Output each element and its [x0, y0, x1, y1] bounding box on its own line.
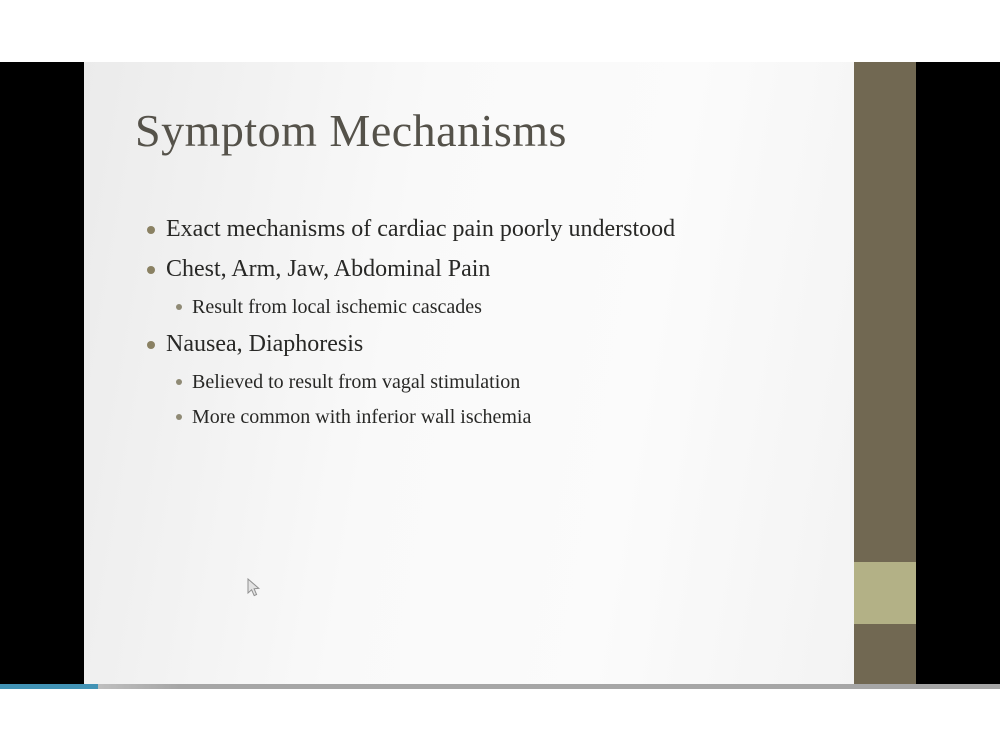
bullet-item — [147, 254, 827, 285]
video-frame — [0, 62, 1000, 684]
slide-title: Symptom Mechanisms — [135, 105, 567, 156]
bullet-text: Result from local ischemic cascades — [192, 296, 482, 318]
bullet-dot-icon — [147, 341, 155, 349]
bullet-item — [147, 214, 827, 245]
bullet-dot-icon — [147, 226, 155, 234]
bullet-item — [147, 329, 827, 360]
bullet-list — [147, 214, 827, 439]
bullet-dot-icon — [176, 379, 182, 385]
presentation-slide — [84, 62, 854, 684]
sub-bullet-item — [176, 294, 827, 320]
mouse-cursor-icon — [247, 578, 261, 598]
bullet-text: More common with inferior wall ischemia — [192, 406, 532, 428]
sub-bullet-item — [176, 369, 827, 395]
video-progress-fill — [0, 684, 98, 689]
slide-accent-bar — [854, 62, 916, 684]
slide-accent-square — [854, 562, 916, 624]
bullet-text: Believed to result from vagal stimulation — [192, 371, 521, 393]
bullet-dot-icon — [147, 266, 155, 274]
bullet-text: Nausea, Diaphoresis — [166, 331, 364, 357]
sub-bullet-item — [176, 404, 827, 430]
bullet-text: Chest, Arm, Jaw, Abdominal Pain — [166, 256, 491, 282]
bullet-dot-icon — [176, 304, 182, 310]
video-progress-bar[interactable] — [0, 684, 1000, 689]
bullet-dot-icon — [176, 414, 182, 420]
bullet-text: Exact mechanisms of cardiac pain poorly understood — [166, 216, 676, 242]
